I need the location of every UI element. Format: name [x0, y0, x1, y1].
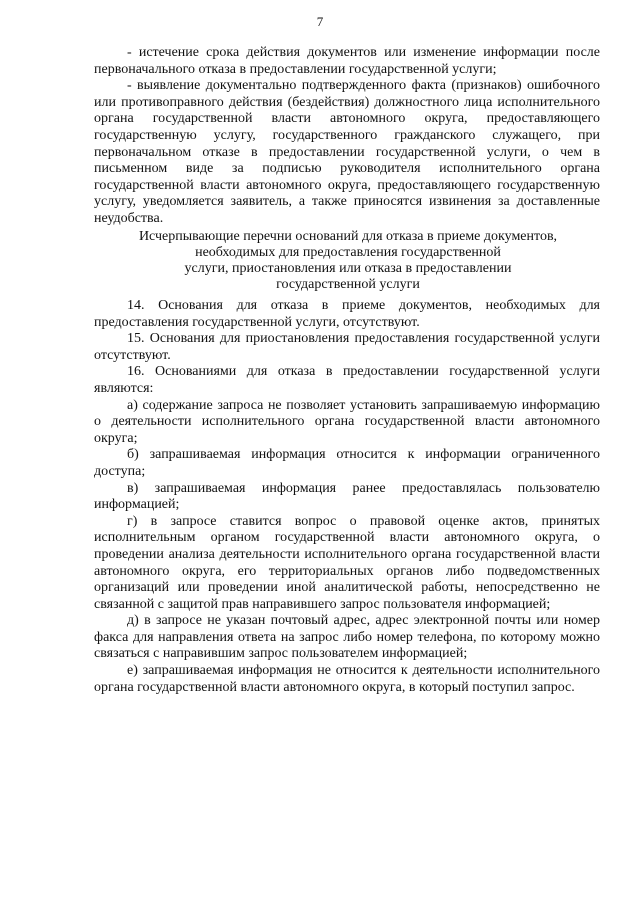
section-heading-line: Исчерпывающие перечни оснований для отказа в приеме документов,	[138, 229, 558, 244]
clause-16: 16. Основаниями для отказа в предоставлении государственной услуги являются:	[94, 364, 600, 396]
sub-item-a: а) содержание запроса не позволяет установить запрашиваемую информацию о деятельности исполнительного органа государственной власти автономного округа;	[94, 397, 600, 446]
section-heading-line: необходимых для предоставления государственной	[195, 245, 501, 260]
sub-item-v: в) запрашиваемая информация ранее предоставлялась пользователю информацией;	[94, 480, 600, 513]
sub-item-d: д) в запросе не указан почтовый адрес, адрес электронной почты или номер факса для направления ответа на запрос либо номер телефона, по которому можно связаться с направившим запрос пользователем информацией;	[94, 613, 600, 662]
clause-14: 14. Основания для отказа в приеме документов, необходимых для предоставления государственной услуги, отсутствуют.	[94, 298, 600, 330]
clause-15: 15. Основания для приостановления предоставления государственной услуги отсутствуют.	[94, 331, 600, 363]
page-number: 7	[316, 14, 324, 29]
sub-item-g: г) в запросе ставится вопрос о правовой оценке актов, принятых исполнительным органом государственной власти автономного округа, о проведении анализа деятельности исполнительного органа государственной власти автономного округа, его территориальных органов либо подведомственных организаций или проведении иной аналитической работы, непосредственно не связанной с защитой прав направившего запрос пользователя информацией;	[94, 513, 600, 612]
intro-item-error-detected: - выявление документально подтвержденного факта (признаков) ошибочного или противоправного действия (бездействия) должностного лица исполнительного органа государственной власти автономного округа, предоставляющего государственную услугу, государственного гражданского служащего, при первоначальном отказе в предоставлении государственной услуги, о чем в письменном виде за подписью руководителя исполнительного органа государственной власти автономного округа, предоставляющего государственную услугу, уведомляется заявитель, а также приносятся извинения за доставленные неудобства.	[94, 78, 600, 226]
clauses-block	[94, 298, 600, 696]
section-heading	[110, 229, 586, 293]
sub-item-b: б) запрашиваемая информация относится к информации ограниченного доступа;	[94, 447, 600, 479]
section-heading-line: государственной услуги	[276, 277, 420, 292]
intro-block	[94, 45, 600, 228]
section-heading-line: услуги, приостановления или отказа в предоставлении	[184, 261, 512, 276]
sub-item-e: е) запрашиваемая информация не относится к деятельности исполнительного органа государственной власти автономного округа, в который поступил запрос.	[94, 663, 600, 695]
intro-item-expiry: - истечение срока действия документов или изменение информации после первоначального отказа в предоставлении государственной услуги;	[94, 45, 600, 77]
